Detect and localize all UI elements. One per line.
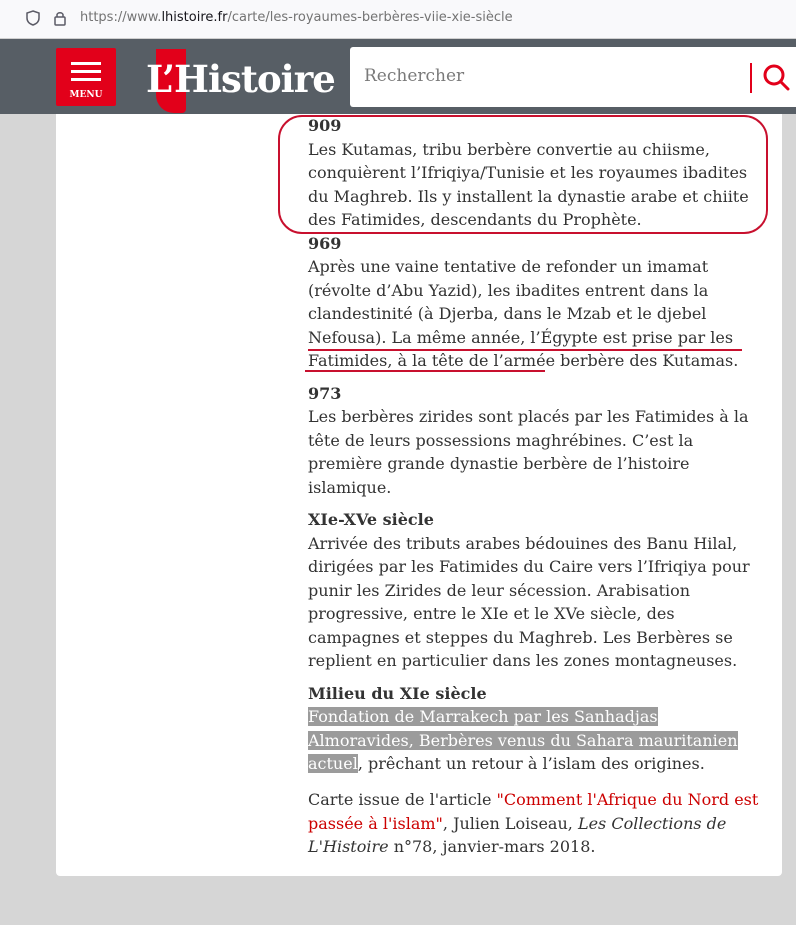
shield-icon[interactable]	[26, 10, 40, 26]
site-header	[0, 39, 796, 114]
entry-text: Après une vaine tentative de refonder un imamat (révolte d’Abu Yazid), les ibadites entrent dans la clandestinité (à Djerba, dans le Mzab et le djebel Nefousa). La même année, l’Égypte est prise par les Fatimides, à la tête de l’armée berbère des Kutamas.	[308, 257, 739, 370]
entry-year: 969	[308, 233, 342, 253]
url-domain: lhistoire.fr	[161, 10, 228, 25]
entry-year: XIe-XVe siècle	[308, 510, 434, 529]
search-icon[interactable]	[762, 63, 790, 91]
entry-year: Milieu du XIe siècle	[308, 683, 487, 703]
entry-text: Les Kutamas, tribu berbère convertie au chiisme, conquièrent l’Ifriqiya/Tunisie et les royaumes ibadites du Maghreb. Ils y installent la dynastie arabe et chiite des Fatimides, descendants du Prophète.	[308, 139, 749, 229]
timeline-entry	[308, 682, 768, 776]
entry-text: , prêchant un retour à l’islam des origines.	[357, 754, 705, 773]
timeline-entry	[308, 382, 768, 500]
url-path: /carte/les-royaumes-berbères-viie-xie-siècle	[227, 10, 513, 25]
entry-year: 973	[308, 383, 342, 403]
menu-label: MENU	[69, 90, 103, 100]
entry-year: 909	[308, 116, 342, 135]
url-prefix: https://www.	[80, 10, 162, 25]
logo-text: L’Histoire	[146, 57, 335, 101]
hamburger-icon-bar	[71, 70, 101, 73]
annotation-underline	[308, 349, 742, 351]
hamburger-icon-bar	[71, 78, 101, 81]
timeline-entry	[308, 232, 768, 373]
article-link[interactable]: "Comment l'Afrique du Nord est passée à l'islam"	[308, 790, 759, 833]
menu-button[interactable]	[56, 48, 116, 106]
caption-suffix: n°78, janvier-mars 2018.	[388, 837, 596, 856]
entry-text: Arrivée des tributs arabes bédouines des Banu Hilal, dirigées par les Fatimides du Caire vers l’Ifriqiya pour punir les Zirides de leur sécession. Arabisation progressive, entre le XIe et le XVe siècle, des campagnes et steppes du Maghreb. Les Berbères se replient en particulier dans les zones montagneuses.	[308, 533, 750, 670]
caption-prefix: Carte issue de l'article	[308, 790, 497, 809]
annotation-underline	[305, 370, 545, 372]
search-input[interactable]	[362, 65, 746, 87]
highlighted-text: Fondation de Marrakech par les Sanhadjas Almoravides, Berbères venus du Sahara mauritanien actuel	[308, 707, 738, 773]
caption-publication: Les Collections de L'Histoire	[308, 813, 727, 856]
lock-icon[interactable]	[53, 10, 67, 26]
url-text[interactable]	[80, 10, 513, 25]
timeline-entry	[308, 508, 768, 673]
search-box	[350, 47, 796, 107]
hamburger-icon-bar	[71, 62, 101, 65]
map-caption	[308, 788, 768, 859]
browser-url-bar[interactable]	[0, 0, 796, 39]
site-logo[interactable]	[146, 47, 335, 113]
search-divider	[750, 63, 752, 93]
entry-text: Les berbères zirides sont placés par les Fatimides à la tête de leurs possessions maghrébines. C’est la première grande dynastie berbère de l’histoire islamique.	[308, 407, 749, 497]
annotation-circle	[278, 115, 768, 234]
caption-author: , Julien Loiseau,	[442, 813, 578, 833]
